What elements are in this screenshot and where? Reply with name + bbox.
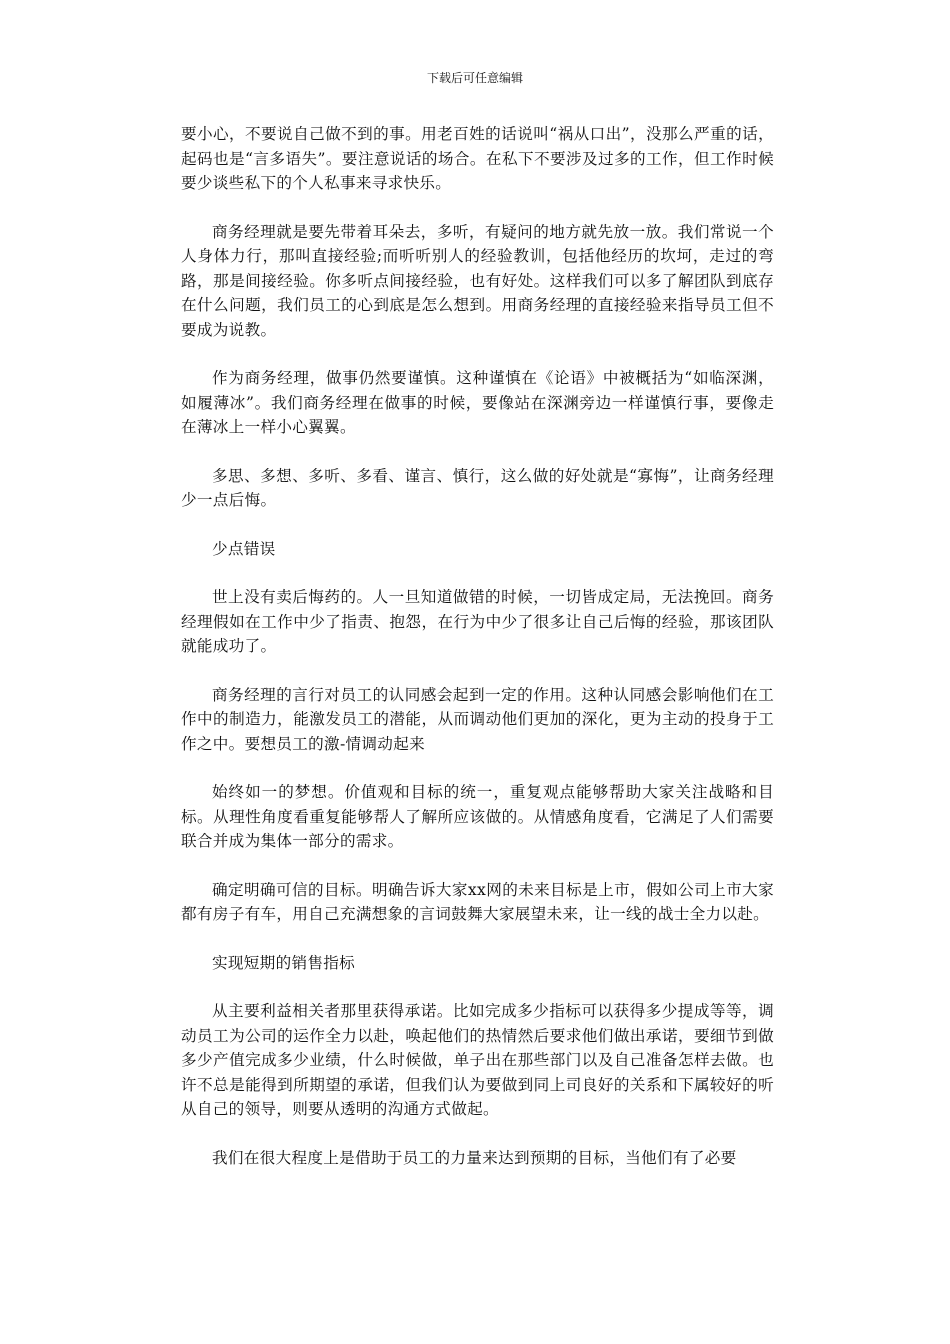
- paragraph-7: 始终如一的梦想。价值观和目标的统一，重复观点能够帮助大家关注战略和目标。从理性角度看重复能够帮人了解所应该做的。从情感角度看，它满足了人们需要联合并成为集体一部分的需求。: [181, 783, 774, 850]
- section-heading-short-term-sales: 实现短期的销售指标: [212, 953, 356, 972]
- paragraph-4: 多思、多想、多听、多看、谨言、慎行，这么做的好处就是“寡悔”，让商务经理少一点后悔。: [181, 466, 774, 509]
- paragraph-9: 从主要利益相关者那里获得承诺。比如完成多少指标可以获得多少提成等等，调动员工为公司的运作全力以赴，唤起他们的热情然后要求他们做出承诺，要细节到做多少产值完成多少业绩，什么时候做，单子出在那些部门以及自己准备怎样去做。也许不总是能得到所期望的承诺，但我们认为要做到同上司良好的关系和下属较好的听从自己的领导，则要从透明的沟通方式做起。: [181, 1002, 774, 1118]
- paragraph-10: 我们在很大程度上是借助于员工的力量来达到预期的目标，当他们有了必要: [212, 1148, 737, 1167]
- paragraph-8: 确定明确可信的目标。明确告诉大家xx网的未来目标是上市，假如公司上市大家都有房子有车，用自己充满想象的言词鼓舞大家展望未来，让一线的战士全力以赴。: [181, 880, 774, 923]
- paragraph-3: 作为商务经理，做事仍然要谨慎。这种谨慎在《论语》中被概括为“如临深渊，如履薄冰”。我们商务经理在做事的时候，要像站在深渊旁边一样谨慎行事，要像走在薄冰上一样小心翼翼。: [181, 369, 774, 436]
- paragraph-5: 世上没有卖后悔药的。人一旦知道做错的时候，一切皆成定局，无法挽回。商务经理假如在工作中少了指责、抱怨，在行为中少了很多让自己后悔的经验，那该团队就能成功了。: [181, 588, 774, 655]
- section-heading-fewer-mistakes: 少点错误: [212, 539, 276, 558]
- paragraph-6: 商务经理的言行对员工的认同感会起到一定的作用。这种认同感会影响他们在工作中的制造力，能激发员工的潜能，从而调动他们更加的深化，更为主动的投身于工作之中。要想员工的激-情调动起来: [181, 685, 774, 753]
- paragraph-2: 商务经理就是要先带着耳朵去，多听，有疑问的地方就先放一放。我们常说一个人身体力行，那叫直接经验;而听听别人的经验教训，包括他经历的坎坷，走过的弯路，那是间接经验。你多听点间接经验，也有好处。这样我们可以多了解团队到底存在什么问题，我们员工的心到底是怎么想到。用商务经理的直接经验来指导员工但不要成为说教。: [181, 222, 774, 339]
- paragraph-1: 要小心，不要说自己做不到的事。用老百姓的话说叫“祸从口出”，没那么严重的话，起码也是“言多语失”。要注意说话的场合。在私下不要涉及过多的工作，但工作时候要少谈些私下的个人私事来寻求快乐。: [181, 125, 774, 192]
- document-body: [181, 122, 774, 1194]
- page-header: 下载后可任意编辑: [426, 71, 523, 85]
